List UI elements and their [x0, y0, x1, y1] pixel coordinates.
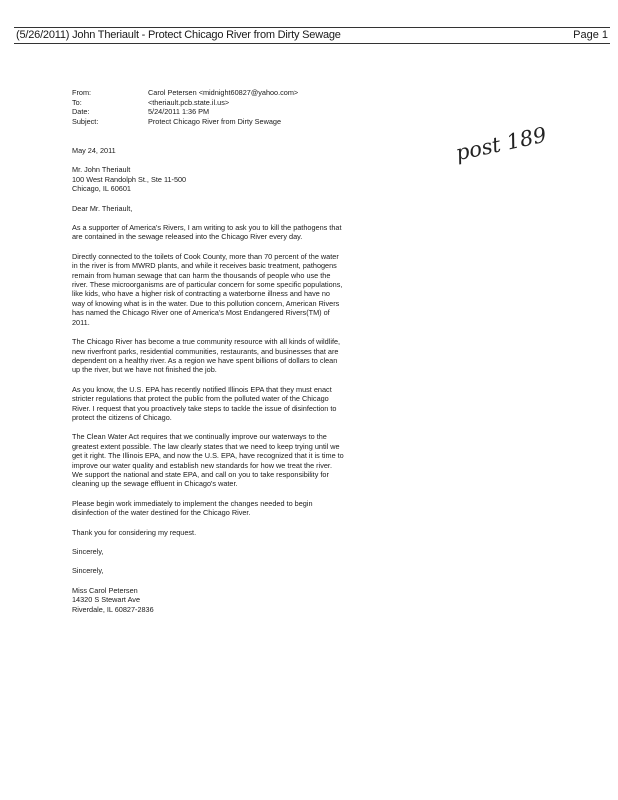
letter-body	[72, 146, 344, 614]
date-label: Date:	[72, 107, 90, 116]
to-row	[72, 98, 298, 108]
date-row	[72, 107, 298, 117]
letter-date: May 24, 2011	[72, 146, 116, 155]
header-rule-bottom	[14, 43, 610, 44]
header-rule-top	[14, 27, 610, 28]
paragraph: As a supporter of America's Rivers, I am writing to ask you to kill the pathogens that are contained in the sewage released into the Chicago River every day.	[72, 223, 342, 242]
to-label: To:	[72, 97, 82, 107]
address-line: 100 West Randolph St., Ste 11-500	[72, 174, 187, 184]
closing: Sincerely,	[72, 547, 104, 556]
paragraph: The Clean Water Act requires that we continually improve our waterways to the greatest extent possible. The law clearly states that we need to keep trying until we get it right. The Illinois EPA, and now the U.S. EPA, have recognized that it is time to improve our water quality and establish new standards for how we treat the river. We support the national and state EPA, and call on you to take responsibility for cleaning up the sewage effluent in Chicago's water.	[72, 432, 344, 489]
subject-row	[72, 117, 298, 127]
signature-line: Miss Carol Petersen	[72, 585, 138, 595]
address-line: Mr. John Theriault	[72, 165, 131, 175]
from-value: Carol Petersen <midnight60827@yahoo.com>	[148, 88, 299, 97]
subject-value: Protect Chicago River from Dirty Sewage	[148, 116, 282, 126]
paragraph: As you know, the U.S. EPA has recently notified Illinois EPA that they must enact stricter regulations that protect the public from the polluted water of the Chicago River. I request that you proactively take steps to tackle the issue of disinfection to protect the citizens of Chicago.	[72, 384, 337, 422]
signature-line: 14320 S Stewart Ave	[72, 595, 141, 605]
signature-line: Riverdale, IL 60827-2836	[72, 604, 154, 614]
page-number: Page 1	[573, 29, 608, 41]
address-line: Chicago, IL 60601	[72, 184, 131, 194]
paragraph: Thank you for considering my request.	[72, 527, 197, 537]
from-label: From:	[72, 88, 92, 97]
signature-block	[72, 586, 344, 614]
from-row	[72, 88, 298, 98]
paragraph: The Chicago River has become a true community resource with all kinds of wildlife, new riverfront parks, residential communities, restaurants, and businesses that are dependent on a healthy river. As a region we have spent billions of dollars to clean up the river, but we have not finished the job.	[72, 337, 341, 375]
date-value: 5/24/2011 1:36 PM	[148, 107, 210, 116]
paragraph: Please begin work immediately to implement the changes needed to begin disinfection of the water destined for the Chicago River.	[72, 498, 313, 518]
subject-label: Subject:	[72, 116, 99, 126]
document-title: (5/26/2011) John Theriault - Protect Chicago River from Dirty Sewage	[16, 29, 341, 41]
to-value: <theriault.pcb.state.il.us>	[148, 97, 230, 107]
email-header	[72, 88, 298, 126]
salutation: Dear Mr. Theriault,	[72, 203, 133, 213]
handwritten-stamp: post 189	[453, 122, 549, 166]
closing: Sincerely,	[72, 566, 104, 576]
paragraph: Directly connected to the toilets of Cook County, more than 70 percent of the water in the river is from MWRD plants, and while it receives basic treatment, pathogens remain from human sewage that can harm the thousands of people who use the river. These microorganisms are of particular concern for some specific populations, like kids, who have a higher risk of contracting a waterborne illness and have no way of knowing what is in the water. Due to this pollution concern, American Rivers has named the Chicago River one of America's Most Endangered Rivers(TM) of 2011.	[72, 251, 343, 327]
